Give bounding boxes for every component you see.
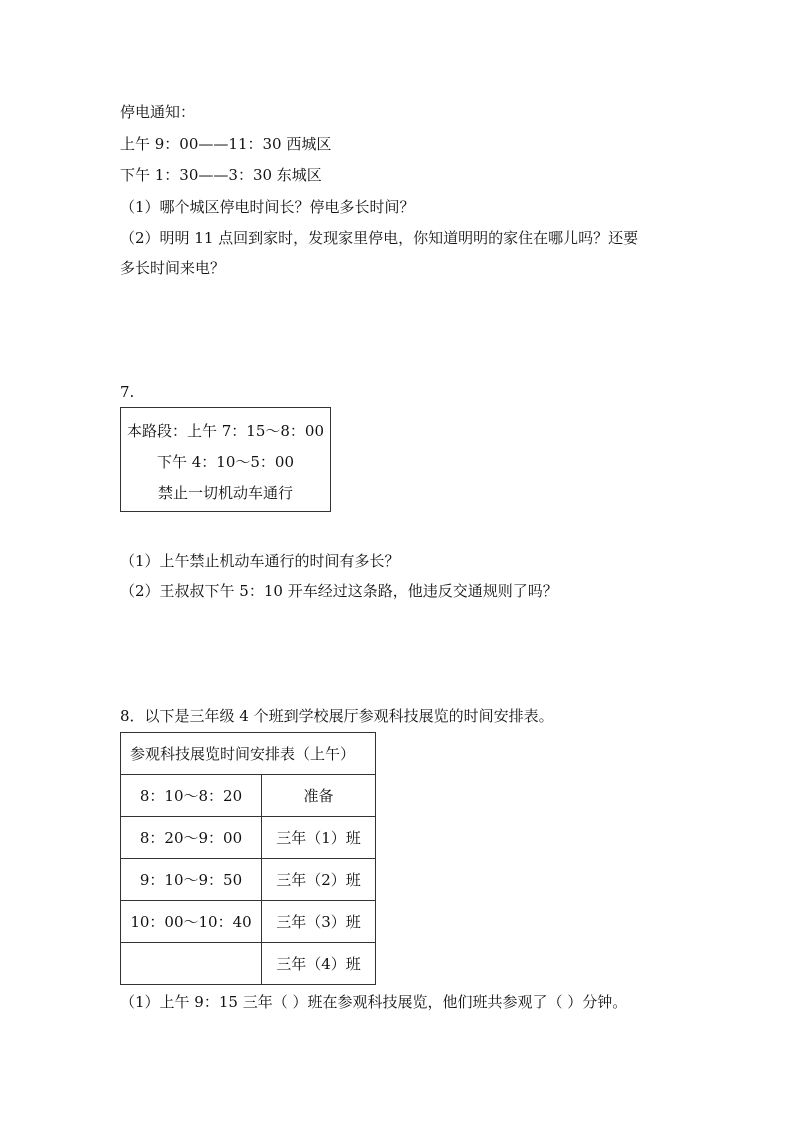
time-cell: 8：20～9：00	[121, 817, 262, 859]
table-row	[121, 859, 376, 901]
time-cell: 10：00～10：40	[121, 901, 262, 943]
table-row	[121, 943, 376, 985]
q7-sub2: （2）王叔叔下午 5：10 开车经过这条路，他违反交通规则了吗？	[120, 582, 558, 600]
q8-intro: 8．以下是三年级 4 个班到学校展厅参观科技展览的时间安排表。	[120, 707, 554, 725]
road-notice-line2: 下午 4：10～5：00	[156, 453, 295, 471]
activity-cell: 三年（4）班	[262, 943, 376, 985]
activity-cell: 三年（1）班	[262, 817, 376, 859]
notice-line-west: 上午 9：00——11：30 西城区	[120, 135, 332, 153]
table-title: 参观科技展览时间安排表（上午）	[121, 733, 376, 775]
schedule-table	[120, 732, 376, 985]
q8-sub1: （1）上午 9：15 三年（ ）班在参观科技展览，他们班共参观了（ ）分钟。	[120, 993, 628, 1011]
time-cell: 9：10～9：50	[121, 859, 262, 901]
road-notice-line3: 禁止一切机动车通行	[157, 484, 293, 502]
q6-sub1: （1）哪个城区停电时间长？停电多长时间？	[120, 198, 415, 216]
q7-sub1: （1）上午禁止机动车通行的时间有多长？	[120, 552, 400, 570]
activity-cell: 三年（2）班	[262, 859, 376, 901]
road-notice-box	[120, 407, 331, 512]
q6-sub2-cont: 多长时间来电？	[120, 259, 226, 277]
activity-cell: 三年（3）班	[262, 901, 376, 943]
table-row	[121, 775, 376, 817]
q6-sub2: （2）明明 11 点回到家时，发现家里停电，你知道明明的家住在哪儿吗？还要	[120, 229, 639, 247]
table-row	[121, 901, 376, 943]
notice-line-east: 下午 1：30——3：30 东城区	[120, 166, 322, 184]
time-cell: 8：10～8：20	[121, 775, 262, 817]
table-title-row	[121, 733, 376, 775]
notice-title: 停电通知：	[120, 103, 196, 121]
time-cell-blank	[121, 943, 262, 985]
q7-number: 7.	[120, 383, 135, 401]
activity-cell: 准备	[262, 775, 376, 817]
road-notice-line1: 本路段：上午 7：15～8：00	[126, 422, 325, 440]
table-row	[121, 817, 376, 859]
